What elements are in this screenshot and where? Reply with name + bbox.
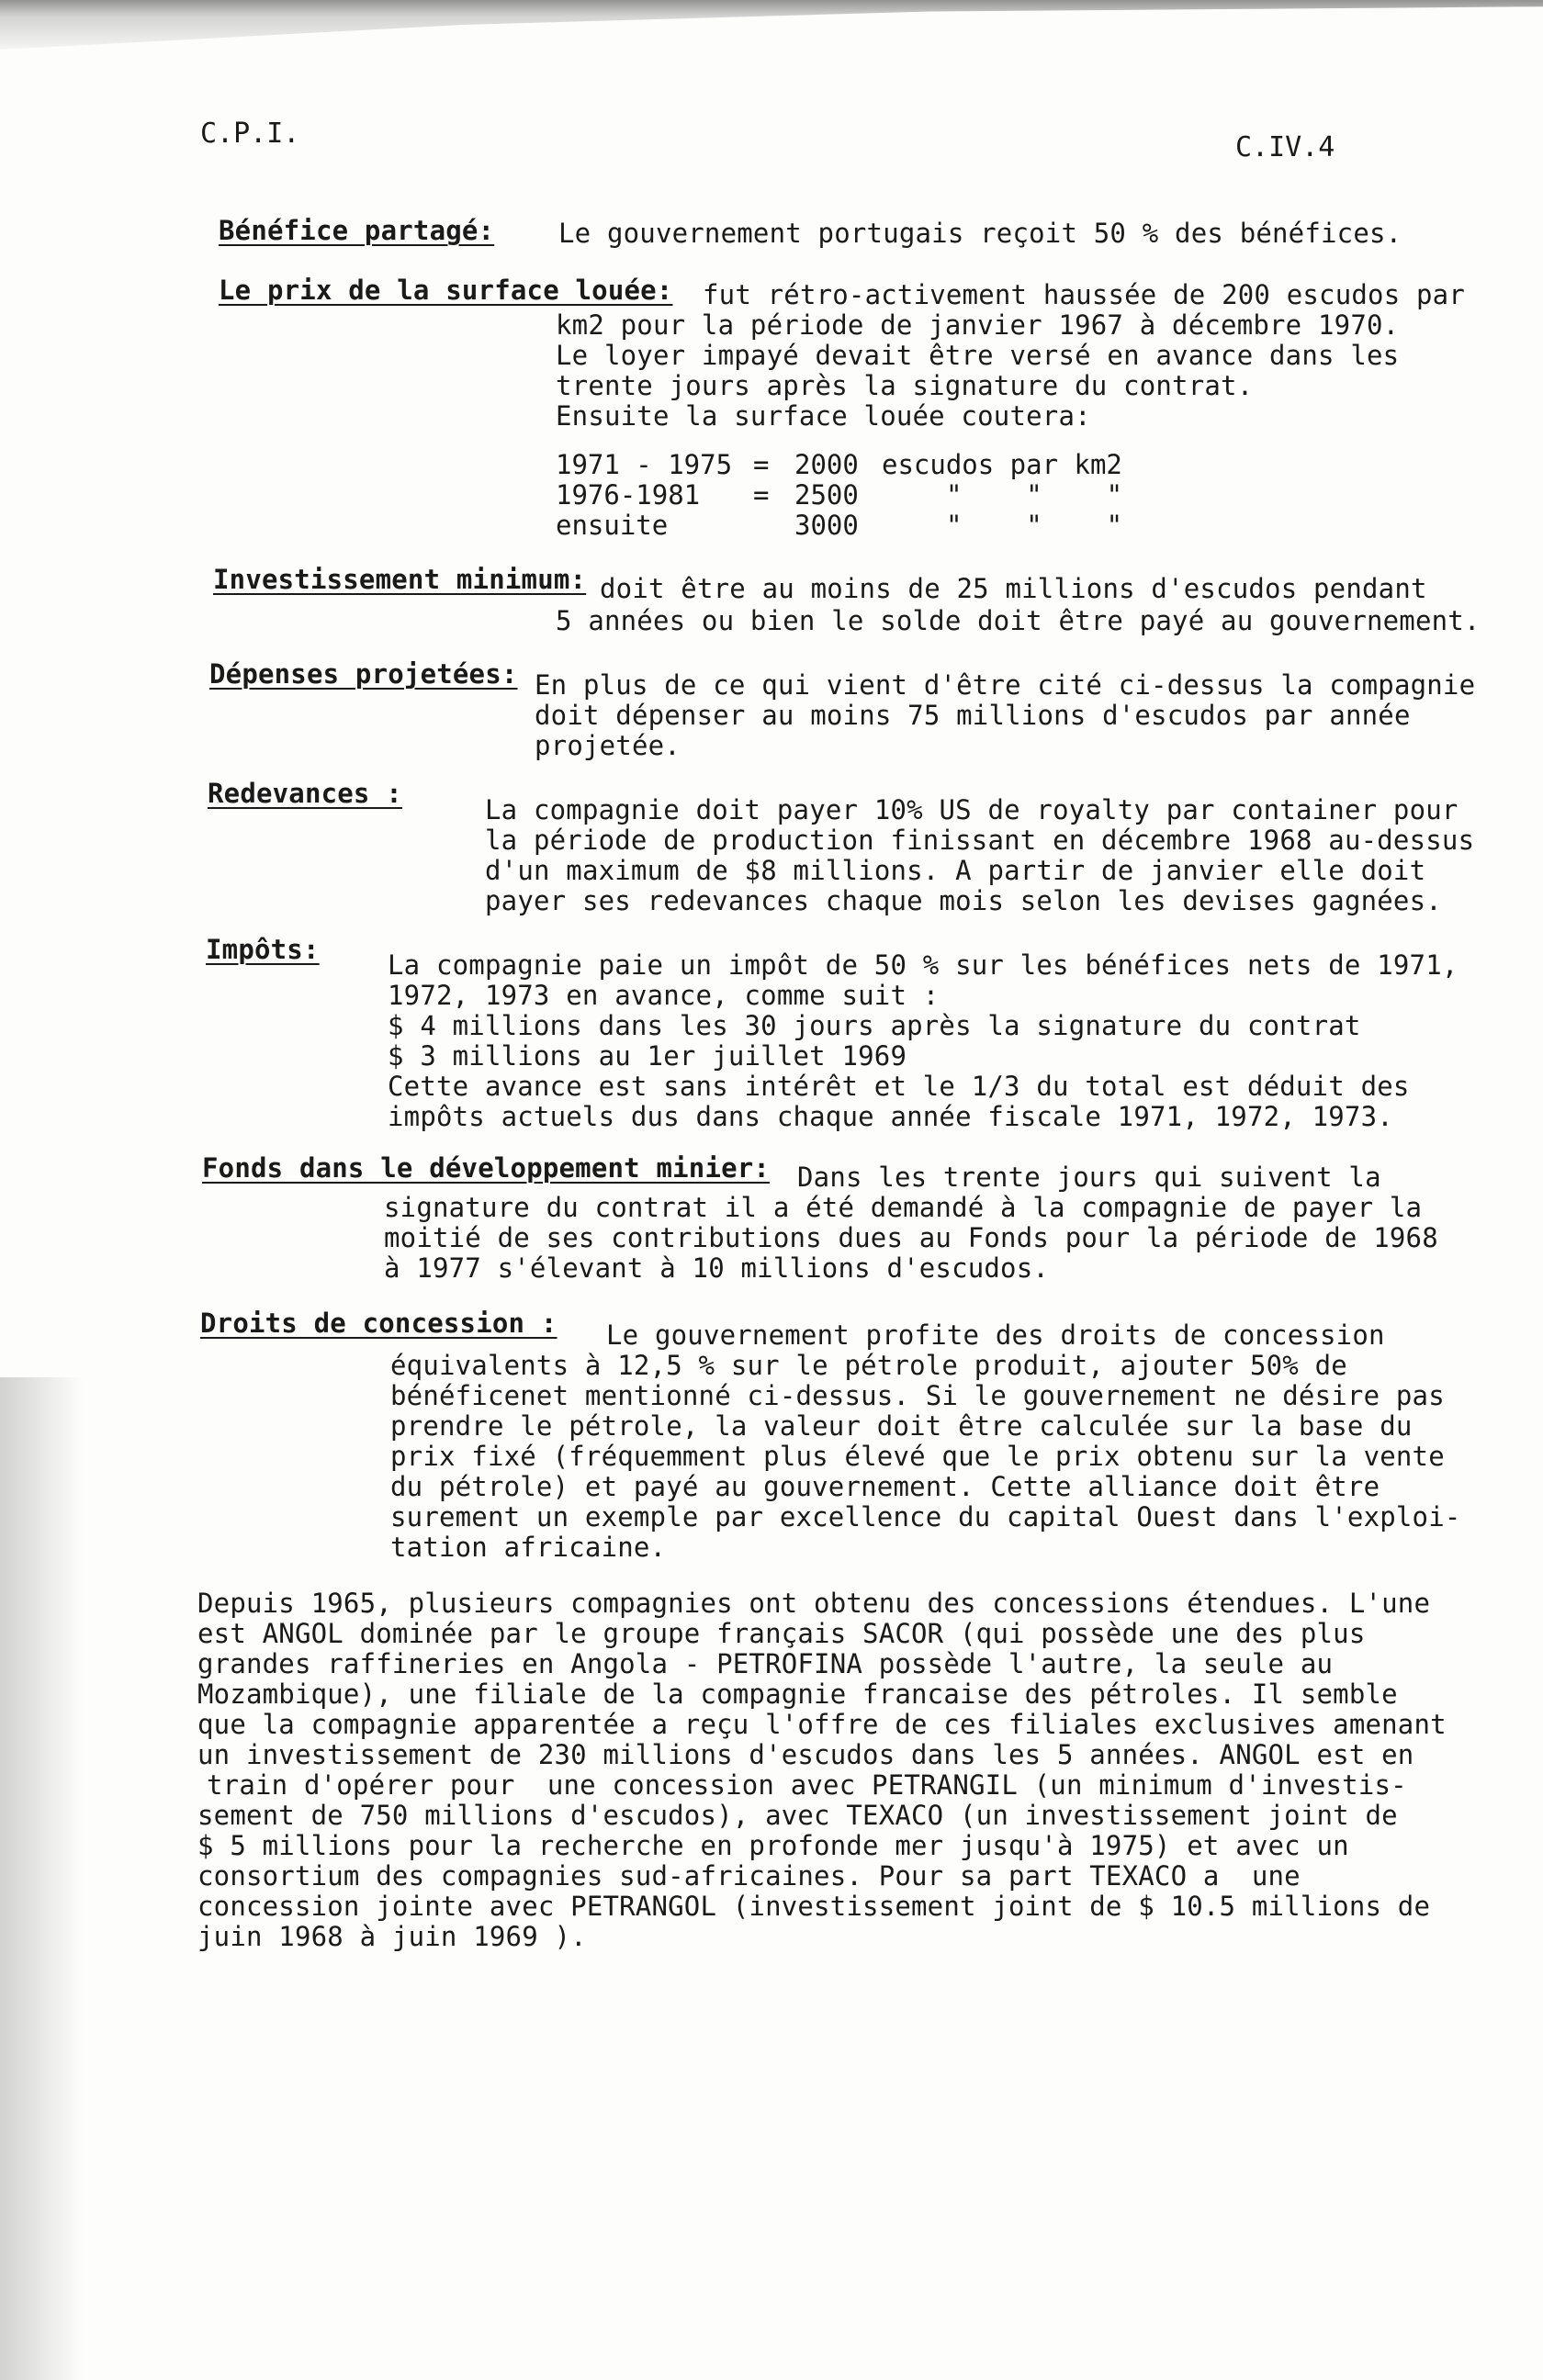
fonds-line: moitié de ses contributions dues au Fonds pour la période de 1968 <box>384 1222 1438 1253</box>
rent-unit: " " " <box>946 510 1123 541</box>
redevances-line: la période de production finissant en décembre 1968 au-dessus <box>485 825 1475 856</box>
prix-line: Ensuite la surface louée coutera: <box>556 400 1091 432</box>
scan-shadow-top <box>0 0 1543 83</box>
rent-period: ensuite <box>556 510 669 541</box>
paragraph-line: est ANGOL dominée par le groupe français SACOR (qui possède une des plus <box>197 1618 1366 1649</box>
paragraph-line: sement de 750 millions d'escudos), avec TEXACO (un investissement joint de <box>197 1800 1398 1831</box>
droits-line: tation africaine. <box>390 1532 667 1563</box>
paragraph-line: grandes raffineries en Angola - PETROFINA possède l'autre, la seule au <box>197 1648 1334 1679</box>
benefice-line: Le gouvernement portugais reçoit 50 % des bénéfices. <box>558 218 1402 249</box>
heading-impots: Impôts: <box>206 934 320 965</box>
rent-eq: = <box>753 449 770 480</box>
droits-first-line: Le gouvernement profite des droits de concession <box>606 1319 1385 1351</box>
prix-line: km2 pour la période de janvier 1967 à décembre 1970. <box>556 309 1400 341</box>
heading-redevances: Redevances : <box>208 778 402 809</box>
redevances-line: d'un maximum de $8 millions. A partir de janvier elle doit <box>485 855 1426 886</box>
heading-investissement: Investissement minimum: <box>213 564 587 595</box>
impots-line: Cette avance est sans intérêt et le 1/3 du total est déduit des <box>388 1071 1410 1102</box>
heading-fonds: Fonds dans le développement minier: <box>202 1152 771 1184</box>
heading-droits: Droits de concession : <box>200 1308 558 1339</box>
heading-depenses: Dépenses projetées: <box>209 658 518 690</box>
header-right-ref: C.IV.4 <box>1235 131 1335 163</box>
paragraph-line: Depuis 1965, plusieurs compagnies ont obtenu des concessions étendues. L'une <box>197 1588 1431 1619</box>
header-left-ref: C.P.I. <box>200 118 300 150</box>
heading-benefice: Bénéfice partagé: <box>219 215 495 246</box>
rent-amount: 2500 <box>794 479 859 511</box>
rent-unit: escudos par km2 <box>882 449 1122 480</box>
heading-prix: Le prix de la surface louée: <box>219 275 673 306</box>
paragraph-line: concession jointe avec PETRANGOL (investissement joint de $ 10.5 millions de <box>197 1891 1431 1922</box>
impots-line: 1972, 1973 en avance, comme suit : <box>388 980 940 1011</box>
depenses-first-line: En plus de ce qui vient d'être cité ci-dessus la compagnie <box>535 669 1476 701</box>
paragraph-line: que la compagnie apparentée a reçu l'offre de ces filiales exclusives amenant <box>197 1709 1447 1740</box>
impots-line: $ 4 millions dans les 30 jours après la signature du contrat <box>388 1010 1361 1041</box>
rent-eq: = <box>753 479 770 511</box>
depenses-line: doit dépenser au moins 75 millions d'escudos par année <box>535 700 1411 731</box>
rent-period: 1976-1981 <box>556 479 701 511</box>
investissement-first-line: doit être au moins de 25 millions d'escudos pendant <box>600 573 1427 604</box>
rent-amount: 3000 <box>794 510 859 541</box>
droits-line: surement un exemple par excellence du capital Ouest dans l'exploi- <box>390 1501 1461 1532</box>
impots-line: impôts actuels dus dans chaque année fiscale 1971, 1972, 1973. <box>388 1101 1393 1132</box>
paragraph-line: Mozambique), une filiale de la compagnie francaise des pétroles. Il semble <box>197 1678 1398 1710</box>
redevances-first-line: La compagnie doit payer 10% US de royalty par container pour <box>485 794 1459 825</box>
rent-amount: 2000 <box>794 449 859 480</box>
paragraph-line: un investissement de 230 millions d'escudos dans les 5 années. ANGOL est en <box>197 1739 1414 1770</box>
droits-line: prendre le pétrole, la valeur doit être calculée sur la base du <box>390 1410 1413 1442</box>
droits-line: du pétrole) et payé au gouvernement. Cette alliance doit être <box>390 1471 1380 1502</box>
rent-unit: " " " <box>946 479 1123 511</box>
paragraph-line: $ 5 millions pour la recherche en profonde mer jusqu'à 1975) et avec un <box>197 1830 1349 1861</box>
paragraph-line: juin 1968 à juin 1969 ). <box>197 1921 587 1952</box>
scan-shadow-left <box>0 1377 83 2380</box>
droits-line: bénéficenet mentionné ci-dessus. Si le gouvernement ne désire pas <box>390 1380 1445 1411</box>
fonds-first-line: Dans les trente jours qui suivent la <box>797 1162 1381 1193</box>
prix-line: Le loyer impayé devait être versé en avance dans les <box>556 340 1400 371</box>
droits-line: équivalents à 12,5 % sur le pétrole produit, ajouter 50% de <box>390 1350 1347 1381</box>
paragraph-line: train d'opérer pour une concession avec PETRANGIL (un minimum d'investis- <box>207 1769 1407 1801</box>
prix-line: trente jours après la signature du contrat. <box>556 370 1254 401</box>
investissement-line: 5 années ou bien le solde doit être payé au gouvernement. <box>556 605 1481 636</box>
rent-period: 1971 - 1975 <box>556 449 733 480</box>
redevances-line: payer ses redevances chaque mois selon les devises gagnées. <box>485 885 1442 916</box>
droits-line: prix fixé (fréquemment plus élevé que le prix obtenu sur la vente <box>390 1441 1445 1472</box>
fonds-line: signature du contrat il a été demandé à la compagnie de payer la <box>384 1192 1423 1223</box>
impots-line: $ 3 millions au 1er juillet 1969 <box>388 1040 907 1072</box>
fonds-line: à 1977 s'élevant à 10 millions d'escudos. <box>384 1252 1050 1284</box>
prix-first-line: fut rétro-activement haussée de 200 escudos par <box>703 279 1465 310</box>
paragraph-line: consortium des compagnies sud-africaines. Pour sa part TEXACO a une <box>197 1860 1301 1892</box>
depenses-line: projetée. <box>535 730 681 761</box>
impots-first-line: La compagnie paie un impôt de 50 % sur les bénéfices nets de 1971, <box>388 949 1459 981</box>
